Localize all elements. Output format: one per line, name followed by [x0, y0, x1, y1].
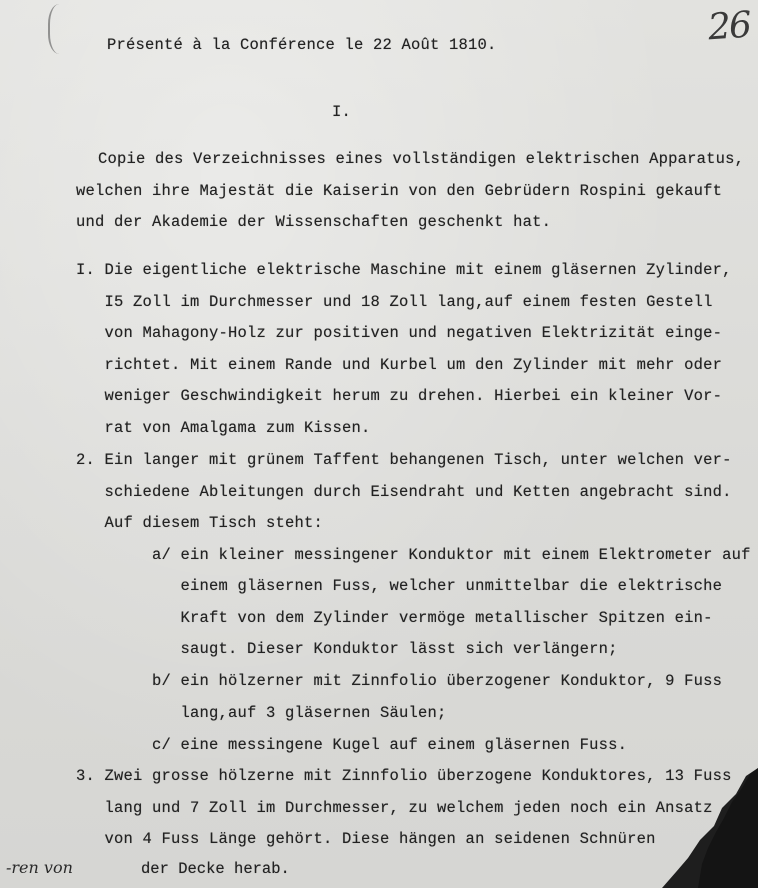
item-line: 2. Ein langer mit grünem Taffent behangenen Tisch, unter welchen ver-	[76, 451, 732, 469]
item-line: lang,auf 3 gläsernen Säulen;	[76, 704, 447, 722]
item-line: a/ ein kleiner messingener Konduktor mit einem Elektrometer auf	[76, 546, 751, 564]
header-line: Présenté à la Conférence le 22 Août 1810.	[107, 36, 497, 54]
item-line: weniger Geschwindigkeit herum zu drehen. Hierbei ein kleiner Vor-	[76, 387, 723, 405]
intro-line: Copie des Verzeichnisses eines vollständigen elektrischen Apparatus,	[98, 150, 745, 168]
margin-pencil-mark	[48, 4, 76, 54]
item-line: richtet. Mit einem Rande und Kurbel um den Zylinder mit mehr oder	[76, 356, 723, 374]
item-line: saugt. Dieser Konduktor lässt sich verlängern;	[76, 640, 618, 658]
page-number: 26	[706, 4, 752, 49]
item-line: Auf diesem Tisch steht:	[76, 514, 324, 532]
intro-line: und der Akademie der Wissenschaften geschenkt hat.	[76, 213, 552, 231]
item-line: 3. Zwei grosse hölzerne mit Zinnfolio überzogene Konduktores, 13 Fuss	[76, 767, 732, 785]
item-line: schiedene Ableitungen durch Eisendraht und Ketten angebracht sind.	[76, 483, 732, 501]
item-line: b/ ein hölzerner mit Zinnfolio überzogener Konduktor, 9 Fuss	[76, 672, 723, 690]
item-line: I5 Zoll im Durchmesser und 18 Zoll lang,auf einem festen Gestell	[76, 293, 713, 311]
intro-line: welchen ihre Majestät die Kaiserin von den Gebrüdern Rospini gekauft	[76, 182, 723, 200]
item-line: rat von Amalgama zum Kissen.	[76, 419, 371, 437]
handwritten-annotation: -ren von	[6, 858, 73, 877]
item-line: einem gläsernen Fuss, welcher unmittelbar die elektrische	[76, 577, 723, 595]
item-line: von Mahagony-Holz zur positiven und negativen Elektrizität einge-	[76, 324, 723, 342]
section-number: I.	[332, 103, 352, 121]
item-line: Kraft von dem Zylinder vermöge metallischer Spitzen ein-	[76, 609, 713, 627]
torn-corner	[618, 768, 758, 888]
final-line: der Decke herab.	[141, 860, 290, 878]
item-line: von 4 Fuss Länge gehört. Diese hängen an seidenen Schnüren	[76, 830, 656, 848]
item-line: c/ eine messingene Kugel auf einem gläsernen Fuss.	[76, 736, 628, 754]
item-line: I. Die eigentliche elektrische Maschine mit einem gläsernen Zylinder,	[76, 261, 732, 279]
item-line: lang und 7 Zoll im Durchmesser, zu welchem jeden noch ein Ansatz	[76, 799, 713, 817]
